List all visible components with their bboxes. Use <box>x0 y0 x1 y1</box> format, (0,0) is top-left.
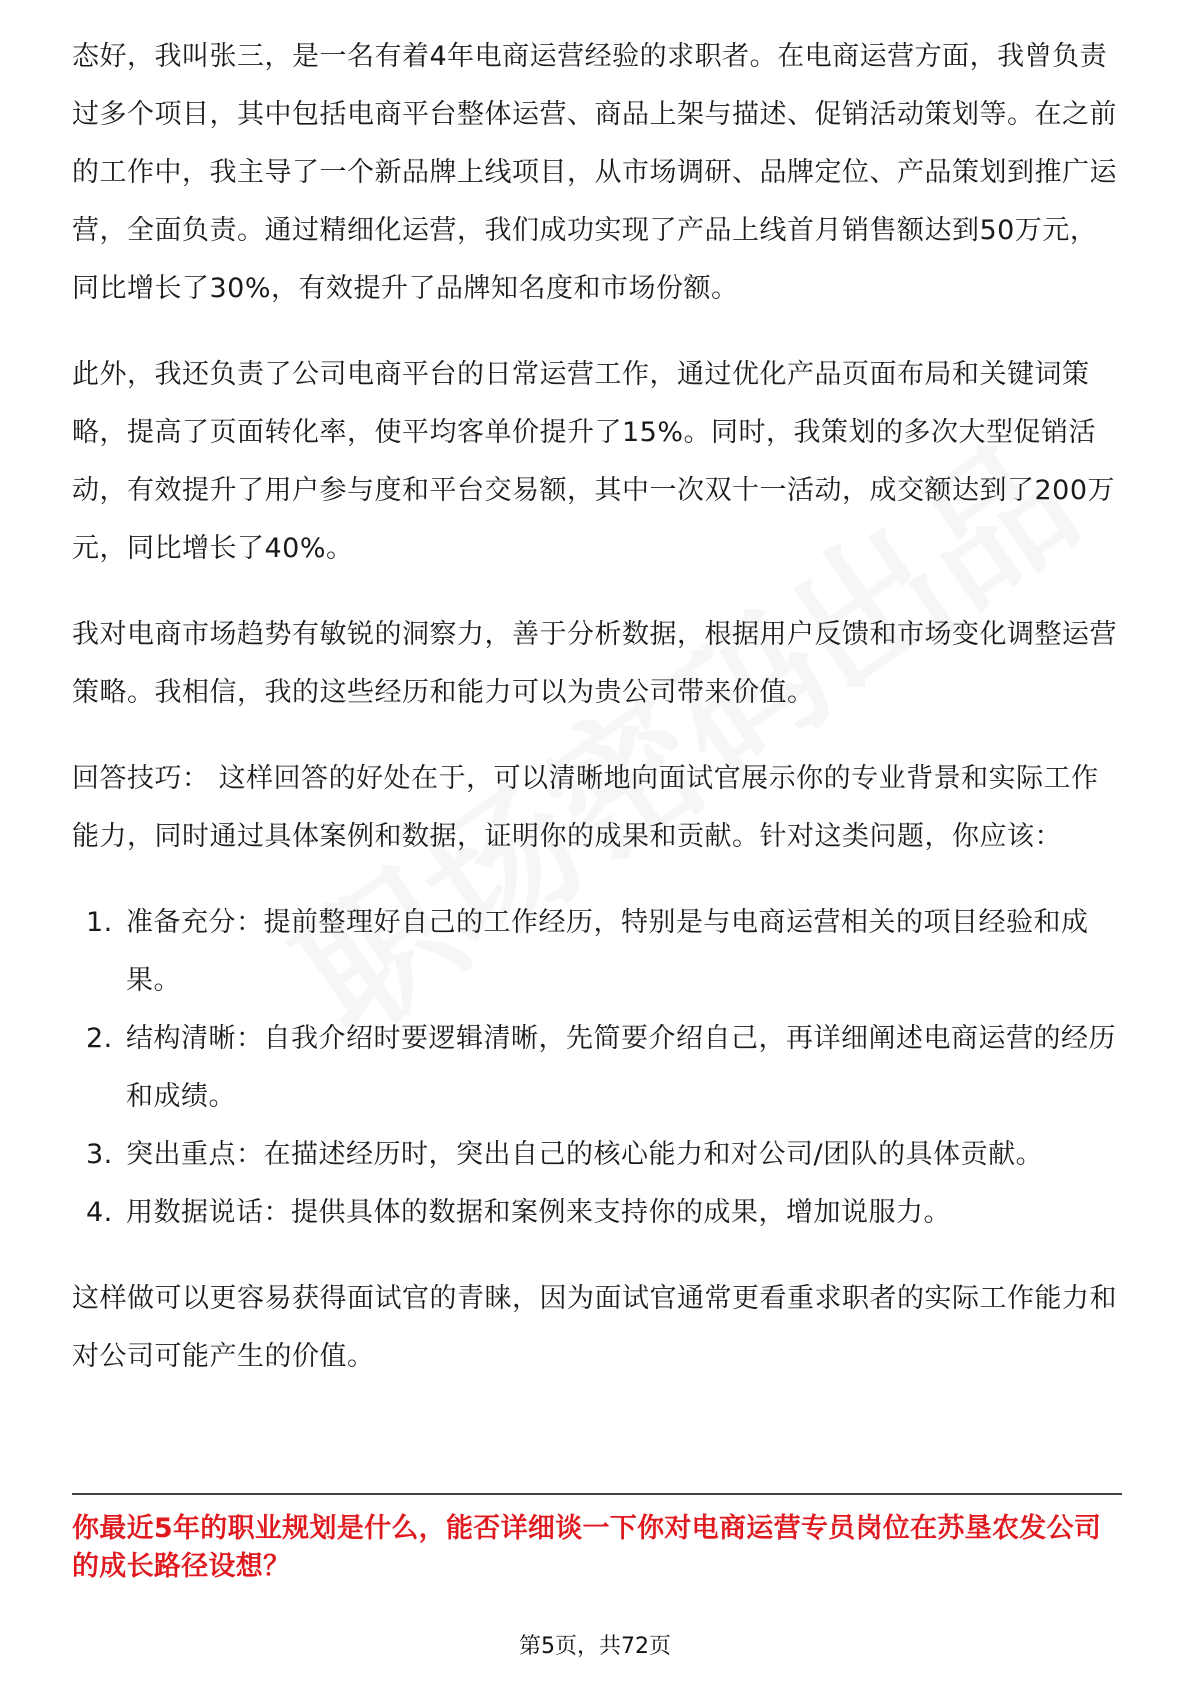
list-item-number: 1. <box>86 907 113 938</box>
answer-tips-intro: 回答技巧： 这样回答的好处在于，可以清晰地向面试官展示你的专业背景和实际工作能力，同时通过具体案例和数据，证明你的成果和贡献。针对这类问题，你应该： <box>72 763 1099 852</box>
list-item <box>72 894 1122 1010</box>
list-item-text: 准备充分：提前整理好自己的工作经历，特别是与电商运营相关的项目经验和成果。 <box>126 907 1089 996</box>
list-item <box>72 1010 1122 1126</box>
list-item <box>72 1184 1122 1242</box>
list-item-number: 2. <box>86 1023 113 1054</box>
page-number-footer: 第5页，共72页 <box>519 1634 671 1659</box>
list-item <box>72 1126 1122 1184</box>
next-question-heading: 你最近5年的职业规划是什么，能否详细谈一下你对电商运营专员岗位在苏垦农发公司的成长路径设想？ <box>72 1513 1102 1582</box>
list-item-text: 结构清晰：自我介绍时要逻辑清晰，先简要介绍自己，再详细阐述电商运营的经历和成绩。 <box>126 1023 1116 1112</box>
list-item-number: 4. <box>86 1197 113 1228</box>
list-item-text: 用数据说话：提供具体的数据和案例来支持你的成果，增加说服力。 <box>126 1197 951 1228</box>
list-item-number: 3. <box>86 1139 113 1170</box>
answer-paragraph-conclusion: 这样做可以更容易获得面试官的青睐，因为面试官通常更看重求职者的实际工作能力和对公司可能产生的价值。 <box>72 1283 1117 1372</box>
list-item-text: 突出重点：在描述经历时，突出自己的核心能力和对公司/团队的具体贡献。 <box>126 1139 1044 1170</box>
answer-paragraph-3: 我对电商市场趋势有敏锐的洞察力，善于分析数据，根据用户反馈和市场变化调整运营策略。我相信，我的这些经历和能力可以为贵公司带来价值。 <box>72 619 1117 708</box>
tips-list <box>72 894 1122 1242</box>
answer-content <box>72 30 1122 1414</box>
answer-paragraph-1: 态好，我叫张三，是一名有着4年电商运营经验的求职者。在电商运营方面，我曾负责过多个项目，其中包括电商平台整体运营、商品上架与描述、促销活动策划等。在之前的工作中，我主导了一个新品牌上线项目，从市场调研、品牌定位、产品策划到推广运营，全面负责。通过精细化运营，我们成功实现了产品上线首月销售额达到50万元，同比增长了30%，有效提升了品牌知名度和市场份额。 <box>72 41 1117 304</box>
answer-paragraph-2: 此外，我还负责了公司电商平台的日常运营工作，通过优化产品页面布局和关键词策略，提高了页面转化率，使平均客单价提升了15%。同时，我策划的多次大型促销活动，有效提升了用户参与度和平台交易额，其中一次双十一活动，成交额达到了200万元，同比增长了40%。 <box>72 359 1116 564</box>
section-divider <box>72 1493 1122 1495</box>
